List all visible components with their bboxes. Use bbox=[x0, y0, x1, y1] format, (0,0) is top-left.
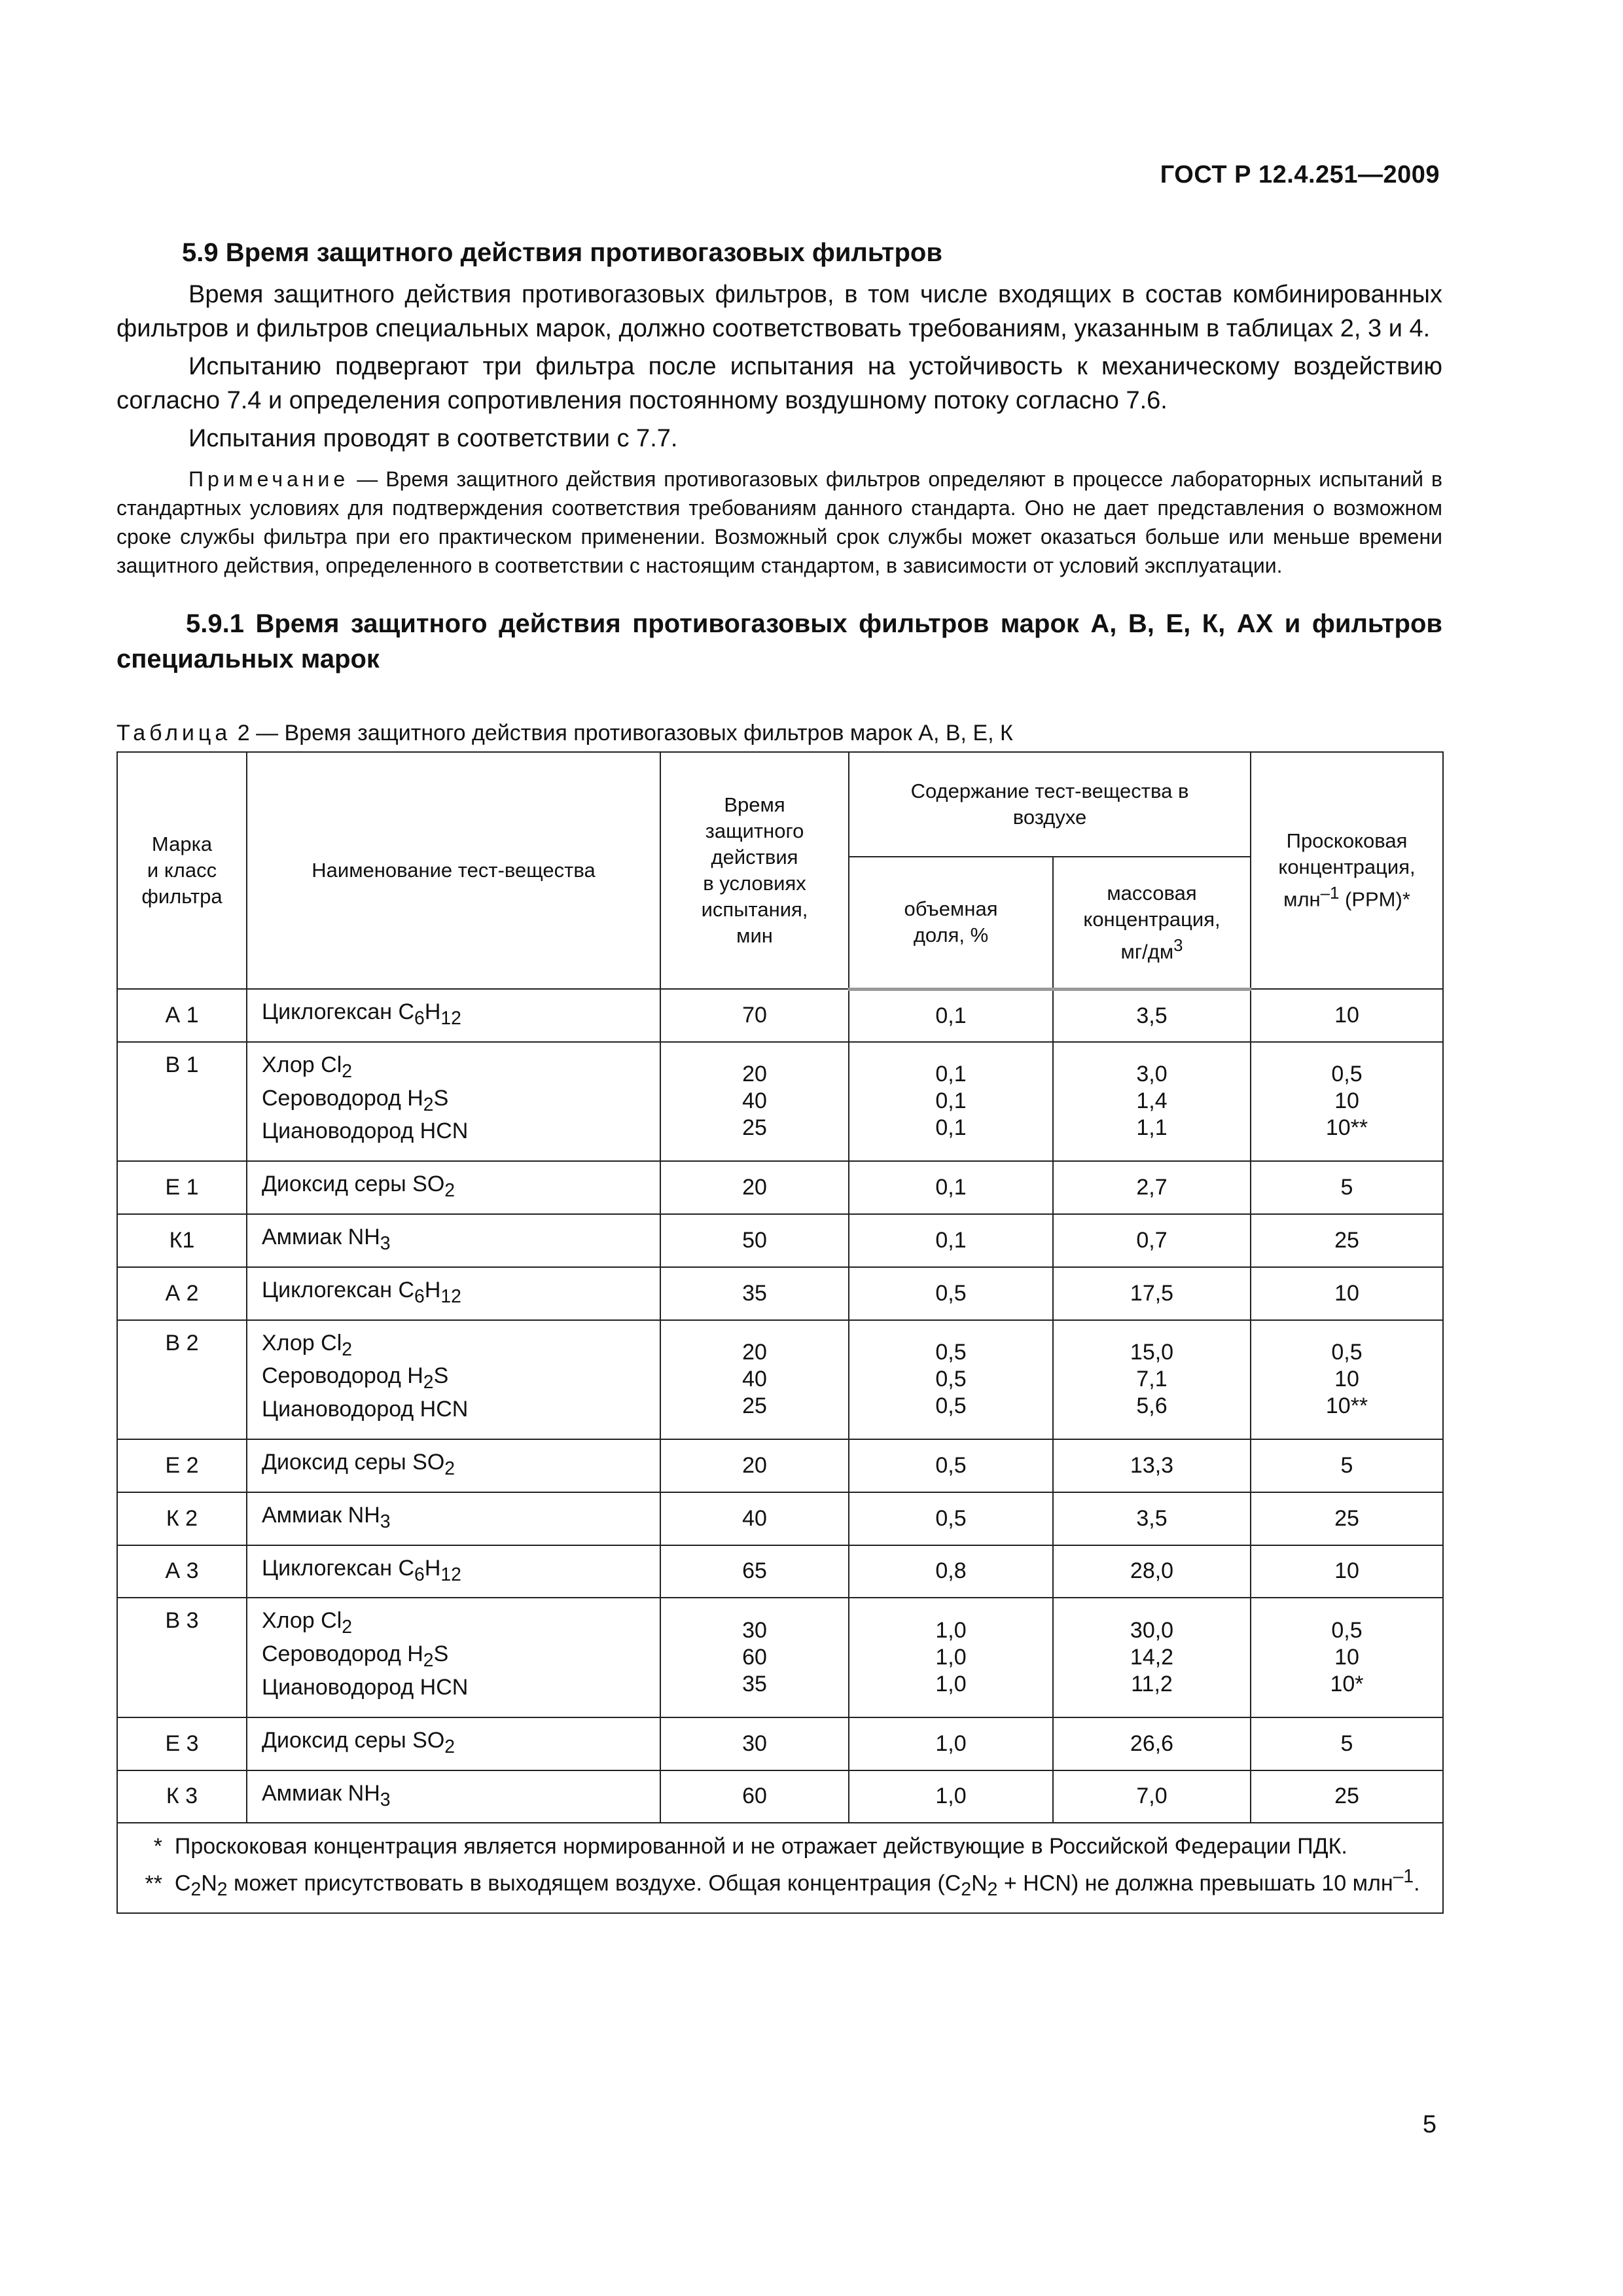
cell-volume: 1,0 bbox=[849, 1717, 1053, 1770]
note-label: Примечание bbox=[188, 467, 349, 491]
section-paragraph: Испытания проводят в соответствии с 7.7. bbox=[188, 425, 678, 452]
cell-substance bbox=[247, 1439, 660, 1492]
cell-volume: 1,0 bbox=[849, 1770, 1053, 1823]
cell-leak: 25 bbox=[1251, 1770, 1443, 1823]
cell-mark: А 2 bbox=[117, 1267, 247, 1320]
table-row bbox=[117, 989, 1443, 1042]
section-paragraph: Время защитного действия противогазовых фильтров, в том числе входящих в состав комбинированных фильтров и фильтров специальных марок, должно соответствовать требованиям, указанным в таблицах 2, 3 и 4. bbox=[116, 281, 1442, 342]
cell-mass: 13,3 bbox=[1053, 1439, 1251, 1492]
cell-mark: К 2 bbox=[117, 1492, 247, 1545]
cell-leak: 10 bbox=[1251, 1545, 1443, 1598]
cell-volume: 0,1 bbox=[849, 989, 1053, 1042]
cell-mark: Е 2 bbox=[117, 1439, 247, 1492]
header-leak: Проскоковая концентрация, млн$^{-1}$ (PPM)* bbox=[1251, 752, 1443, 989]
cell-mark: К1 bbox=[117, 1214, 247, 1267]
cell-time: 20 40 25 bbox=[660, 1320, 849, 1439]
cell-mass: 17,5 bbox=[1053, 1267, 1251, 1320]
cell-substance bbox=[247, 1717, 660, 1770]
cell-time: 30 bbox=[660, 1717, 849, 1770]
cell-substance bbox=[247, 989, 660, 1042]
cell-leak: 25 bbox=[1251, 1214, 1443, 1267]
table-row bbox=[117, 1161, 1443, 1214]
cell-mass: 7,0 bbox=[1053, 1770, 1251, 1823]
page-number: 5 bbox=[1422, 2111, 1436, 2138]
cell-leak: 0,5 10 10** bbox=[1251, 1320, 1443, 1439]
cell-leak: 5 bbox=[1251, 1439, 1443, 1492]
header-time: Время защитного действия в условиях испытания, мин bbox=[660, 752, 849, 989]
cell-time: 20 bbox=[660, 1439, 849, 1492]
table-body bbox=[117, 989, 1443, 1823]
cell-volume: 0,5 bbox=[849, 1439, 1053, 1492]
note bbox=[116, 465, 1442, 580]
cell-mass: 2,7 bbox=[1053, 1161, 1251, 1214]
substance-line: Аммиак $NH_3$ bbox=[262, 1224, 391, 1254]
cell-mark: Е 1 bbox=[117, 1161, 247, 1214]
cell-mass: 3,0 1,4 1,1 bbox=[1053, 1042, 1251, 1161]
cell-substance bbox=[247, 1770, 660, 1823]
table-row bbox=[117, 1598, 1443, 1717]
table-row bbox=[117, 1717, 1443, 1770]
cell-volume: 0,5 bbox=[849, 1267, 1053, 1320]
footnote-1: * Проскоковая концентрация является нормированной и не отражает действующие в Российской Федерации ПДК. bbox=[153, 1834, 1347, 1859]
table-row bbox=[117, 1214, 1443, 1267]
table-row bbox=[117, 1042, 1443, 1161]
cell-leak: 0,5 10 10* bbox=[1251, 1598, 1443, 1717]
substance-line: Диоксид серы $SO_2$ bbox=[262, 1727, 455, 1757]
cell-volume: 0,5 0,5 0,5 bbox=[849, 1320, 1053, 1439]
note-text: — Время защитного действия противогазовых фильтров определяют в процессе лабораторных испытаний в стандартных условиях для подтверждения соответствия требованиям данного стандарта. Оно не дает представления о возможном сроке службы фильтра при его практическом применении. Возможный срок службы может оказаться больше или меньше времени защитного действия, определенного в соответствии с настоящим стандартом, в зависимости от условий эксплуатации. bbox=[116, 467, 1442, 577]
substance-line: Диоксид серы $SO_2$ bbox=[262, 1449, 455, 1479]
header-volume: объемная доля, % bbox=[849, 857, 1053, 989]
cell-substance bbox=[247, 1267, 660, 1320]
cell-mark: А 1 bbox=[117, 989, 247, 1042]
cell-volume: 0,5 bbox=[849, 1492, 1053, 1545]
section-title: 5.9 Время защитного действия противогазовых фильтров bbox=[182, 238, 942, 267]
table-caption bbox=[116, 719, 1442, 747]
cell-mass: 0,7 bbox=[1053, 1214, 1251, 1267]
substance-line: Сероводород $H_2S$ bbox=[262, 1363, 449, 1393]
document-id: ГОСТ Р 12.4.251—2009 bbox=[1160, 161, 1440, 188]
filter-time-table bbox=[116, 751, 1444, 1914]
cell-leak: 5 bbox=[1251, 1161, 1443, 1214]
cell-mark: К 3 bbox=[117, 1770, 247, 1823]
cell-leak: 10 bbox=[1251, 989, 1443, 1042]
cell-leak: 10 bbox=[1251, 1267, 1443, 1320]
cell-volume: 0,1 0,1 0,1 bbox=[849, 1042, 1053, 1161]
cell-time: 70 bbox=[660, 989, 849, 1042]
cell-mass: 15,0 7,1 5,6 bbox=[1053, 1320, 1251, 1439]
cell-mark: В 1 bbox=[117, 1042, 247, 1161]
substance-line: Сероводород $H_2S$ bbox=[262, 1085, 449, 1115]
substance-line: Циановодород HCN bbox=[262, 1119, 469, 1144]
cell-mass: 3,5 bbox=[1053, 989, 1251, 1042]
substance-line: Хлор $Cl_2$ bbox=[262, 1608, 353, 1638]
substance-line: Диоксид серы $SO_2$ bbox=[262, 1172, 455, 1201]
substance-line: Циклогексан $C_6H_{12}$ bbox=[262, 1277, 461, 1307]
cell-substance bbox=[247, 1320, 660, 1439]
cell-time: 30 60 35 bbox=[660, 1598, 849, 1717]
header-mark: Марка и класс фильтра bbox=[117, 752, 247, 989]
cell-leak: 5 bbox=[1251, 1717, 1443, 1770]
cell-time: 50 bbox=[660, 1214, 849, 1267]
substance-line: Аммиак $NH_3$ bbox=[262, 1780, 391, 1810]
cell-substance bbox=[247, 1545, 660, 1598]
substance-line: Аммиак $NH_3$ bbox=[262, 1502, 391, 1532]
cell-substance bbox=[247, 1492, 660, 1545]
table-footnotes bbox=[117, 1823, 1443, 1913]
table-row bbox=[117, 1439, 1443, 1492]
footnote-2: ** $C_2N_2$ может присутствовать в выходящем воздухе. Общая концентрация $(C_2N_2 + HCN)$ не должна превышать 10 млн$^{-1}$. bbox=[145, 1866, 1420, 1901]
subsection-title: 5.9.1 Время защитного действия противогазовых фильтров марок А, В, Е, К, АХ и фильтров специальных марок bbox=[116, 609, 1442, 673]
header-substance: Наименование тест-вещества bbox=[247, 752, 660, 989]
cell-mass: 28,0 bbox=[1053, 1545, 1251, 1598]
cell-time: 40 bbox=[660, 1492, 849, 1545]
section-paragraph: Испытанию подвергают три фильтра после испытания на устойчивость к механическому воздействию согласно 7.4 и определения сопротивления постоянному воздушному потоку согласно 7.6. bbox=[116, 353, 1442, 414]
substance-line: Сероводород $H_2S$ bbox=[262, 1641, 449, 1671]
substance-line: Циклогексан $C_6H_{12}$ bbox=[262, 999, 461, 1029]
table-row bbox=[117, 1545, 1443, 1598]
substance-line: Циановодород HCN bbox=[262, 1674, 469, 1700]
cell-time: 60 bbox=[660, 1770, 849, 1823]
table-row bbox=[117, 1320, 1443, 1439]
cell-time: 65 bbox=[660, 1545, 849, 1598]
cell-substance bbox=[247, 1042, 660, 1161]
cell-time: 20 40 25 bbox=[660, 1042, 849, 1161]
cell-leak: 0,5 10 10** bbox=[1251, 1042, 1443, 1161]
cell-volume: 0,1 bbox=[849, 1214, 1053, 1267]
cell-mark: В 3 bbox=[117, 1598, 247, 1717]
cell-mark: Е 3 bbox=[117, 1717, 247, 1770]
cell-time: 35 bbox=[660, 1267, 849, 1320]
header-mass: массовая концентрация, $мг/дм^3$ bbox=[1053, 857, 1251, 989]
page-content bbox=[116, 236, 1442, 1914]
table-row bbox=[117, 1267, 1443, 1320]
cell-volume: 1,0 1,0 1,0 bbox=[849, 1598, 1053, 1717]
table-caption-text: 2 — Время защитного действия противогазовых фильтров марок А, В, Е, К bbox=[231, 721, 1013, 745]
cell-mass: 26,6 bbox=[1053, 1717, 1251, 1770]
cell-substance bbox=[247, 1214, 660, 1267]
table-row bbox=[117, 1770, 1443, 1823]
cell-mark: А 3 bbox=[117, 1545, 247, 1598]
cell-mass: 3,5 bbox=[1053, 1492, 1251, 1545]
cell-mass: 30,0 14,2 11,2 bbox=[1053, 1598, 1251, 1717]
cell-leak: 25 bbox=[1251, 1492, 1443, 1545]
substance-line: Циановодород HCN bbox=[262, 1397, 469, 1422]
cell-time: 20 bbox=[660, 1161, 849, 1214]
substance-line: Хлор $Cl_2$ bbox=[262, 1330, 353, 1360]
table-row bbox=[117, 1492, 1443, 1545]
header-content: Содержание тест-вещества в воздухе bbox=[849, 752, 1251, 857]
table-caption-label: Таблица bbox=[116, 721, 232, 745]
substance-line: Хлор $Cl_2$ bbox=[262, 1052, 353, 1082]
cell-mark: В 2 bbox=[117, 1320, 247, 1439]
cell-volume: 0,1 bbox=[849, 1161, 1053, 1214]
cell-substance bbox=[247, 1161, 660, 1214]
cell-substance bbox=[247, 1598, 660, 1717]
substance-line: Циклогексан $C_6H_{12}$ bbox=[262, 1555, 461, 1585]
cell-volume: 0,8 bbox=[849, 1545, 1053, 1598]
